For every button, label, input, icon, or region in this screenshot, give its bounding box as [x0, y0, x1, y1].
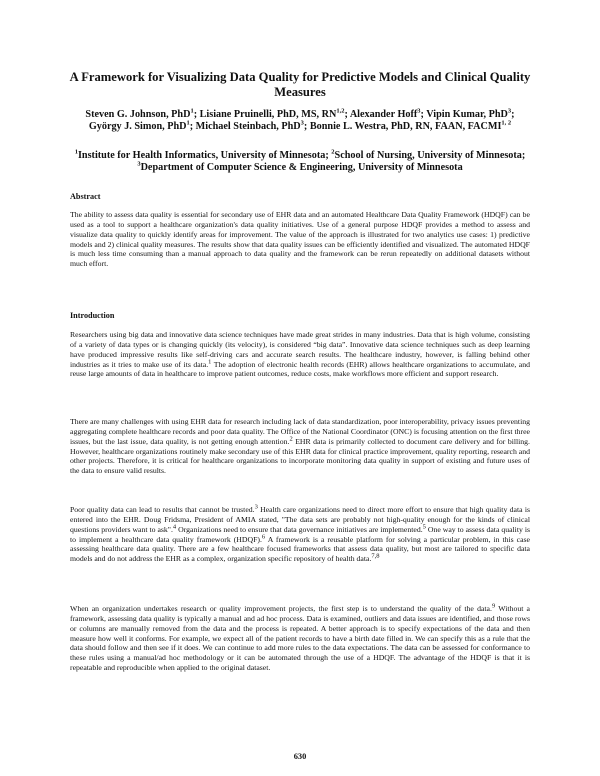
paper-title: A Framework for Visualizing Data Quality for Predictive Models and Clinical Quality Measures: [69, 70, 531, 99]
page-number: 630: [293, 752, 307, 761]
author-list: Steven G. Johnson, PhD$^1$; Lisiane Pruinelli, PhD, MS, RN$^{1,2}$; Alexander Hoff$^3$; Vipin Kumar, PhD$^3$; György J. Simon, PhD$^1$; Michael Steinbach, PhD$^3$; Bonnie L. Westra, PhD, RN, FAAN, FACMI$^{1, 2}$: [85, 107, 515, 133]
introduction-heading: Introduction: [70, 311, 115, 320]
abstract-heading: Abstract: [70, 192, 101, 201]
intro-paragraph-4: When an organization undertakes research or quality improvement projects, the first step is to understand the quality of the data.$^9$ Without a framework, assessing data quality is typically a manual and ad hoc process. Data is examined, outliers and data issues are identified, and those rows or columns are manually removed from the data and the process is repeated. A better approach is to specify expectations of the data and then measure how well it conforms. For example, we expect all of the patient records to have a birth date filled in. We can specify this as a rule that the data should follow and then see if it does. We can continue to add more rules to the data expectations. The data can be assessed for conformance to these rules using a manual/ad hoc methodology or it can be automated through the use of a HDQF. The advantage of the HDQF is that it is repeatable and reproducible when applied to the original dataset.: [70, 602, 530, 673]
intro-paragraph-1: Researchers using big data and innovative data science techniques have made great strides in many industries. Data that is high volume, consisting of a variety of data types or is changing quickly (its velocity), is considered “big data”. Innovative data science techniques such as deep learning have produced impressive results like self-driving cars and accurate search results. The healthcare industry, however, is falling behind other industries as it tries to make use of its data.$^1$ The adoption of electronic health records (EHR) allows healthcare organizations to accumulate, and reuse large amounts of data in healthcare to improve patient outcomes, reduce costs, make workflows more efficient and support research.: [70, 330, 530, 379]
abstract-text: The ability to assess data quality is essential for secondary use of EHR data and an automated Healthcare Data Quality Framework (HDQF) can be used as a tool to support a healthcare organization's data quality initiatives. Use of a general purpose HDQF provides a method to assess and visualize data quality to quickly identify areas for improvement. The value of the approach is illustrated for two analytics use cases: 1) predictive models and 2) clinical quality measures. The results show that data quality issues can be efficiently identified and visualized. The automated HDQF is much less time consuming than a manual approach to data quality and the framework can be rerun repeatedly on additional datasets without much effort.: [70, 210, 530, 269]
affiliations: $^1$Institute for Health Informatics, University of Minnesota; $^2$School of Nursing, University of Minnesota; $^3$Department of Computer Science & Engineering, University of Minnesota: [74, 148, 526, 174]
intro-paragraph-3: Poor quality data can lead to results that cannot be trusted.$^3$ Health care organizations need to direct more effort to ensure that high quality data is entered into the EHR. Doug Fridsma, President of AMIA stated, "The data sets are probably not high-quality enough for the kinds of clinical questions providers want to ask".$^4$ Organizations need to ensure that data governance initiatives are implemented.$^5$ One way to assess data quality is to implement a healthcare data quality framework (HDQF).$^6$ A framework is a reusable platform for solving a particular problem, in this case assessing healthcare data quality. There are a few healthcare focused frameworks that assess data quality, but most are tailored to specific data models and do not address the EHR as a complex, organization specific repository of health data.$^{7,8}$: [70, 503, 531, 564]
intro-paragraph-2: There are many challenges with using EHR data for research including lack of data standardization, poor interoperability, privacy issues preventing aggregating complete healthcare records and poor data quality. The Office of the National Coordinator (ONC) is focusing attention on the first three issues, but the last issue, data quality, is not getting enough attention.$^2$ EHR data is primarily collected to document care delivery and for billing. However, healthcare organizations routinely make secondary use of this EHR data for clinical practice improvement, quality reporting, research and other projects. Therefore, it is critical for healthcare organizations to incorporate monitoring data quality in support of existing and future uses of the data to ensure valid results.: [70, 417, 530, 476]
